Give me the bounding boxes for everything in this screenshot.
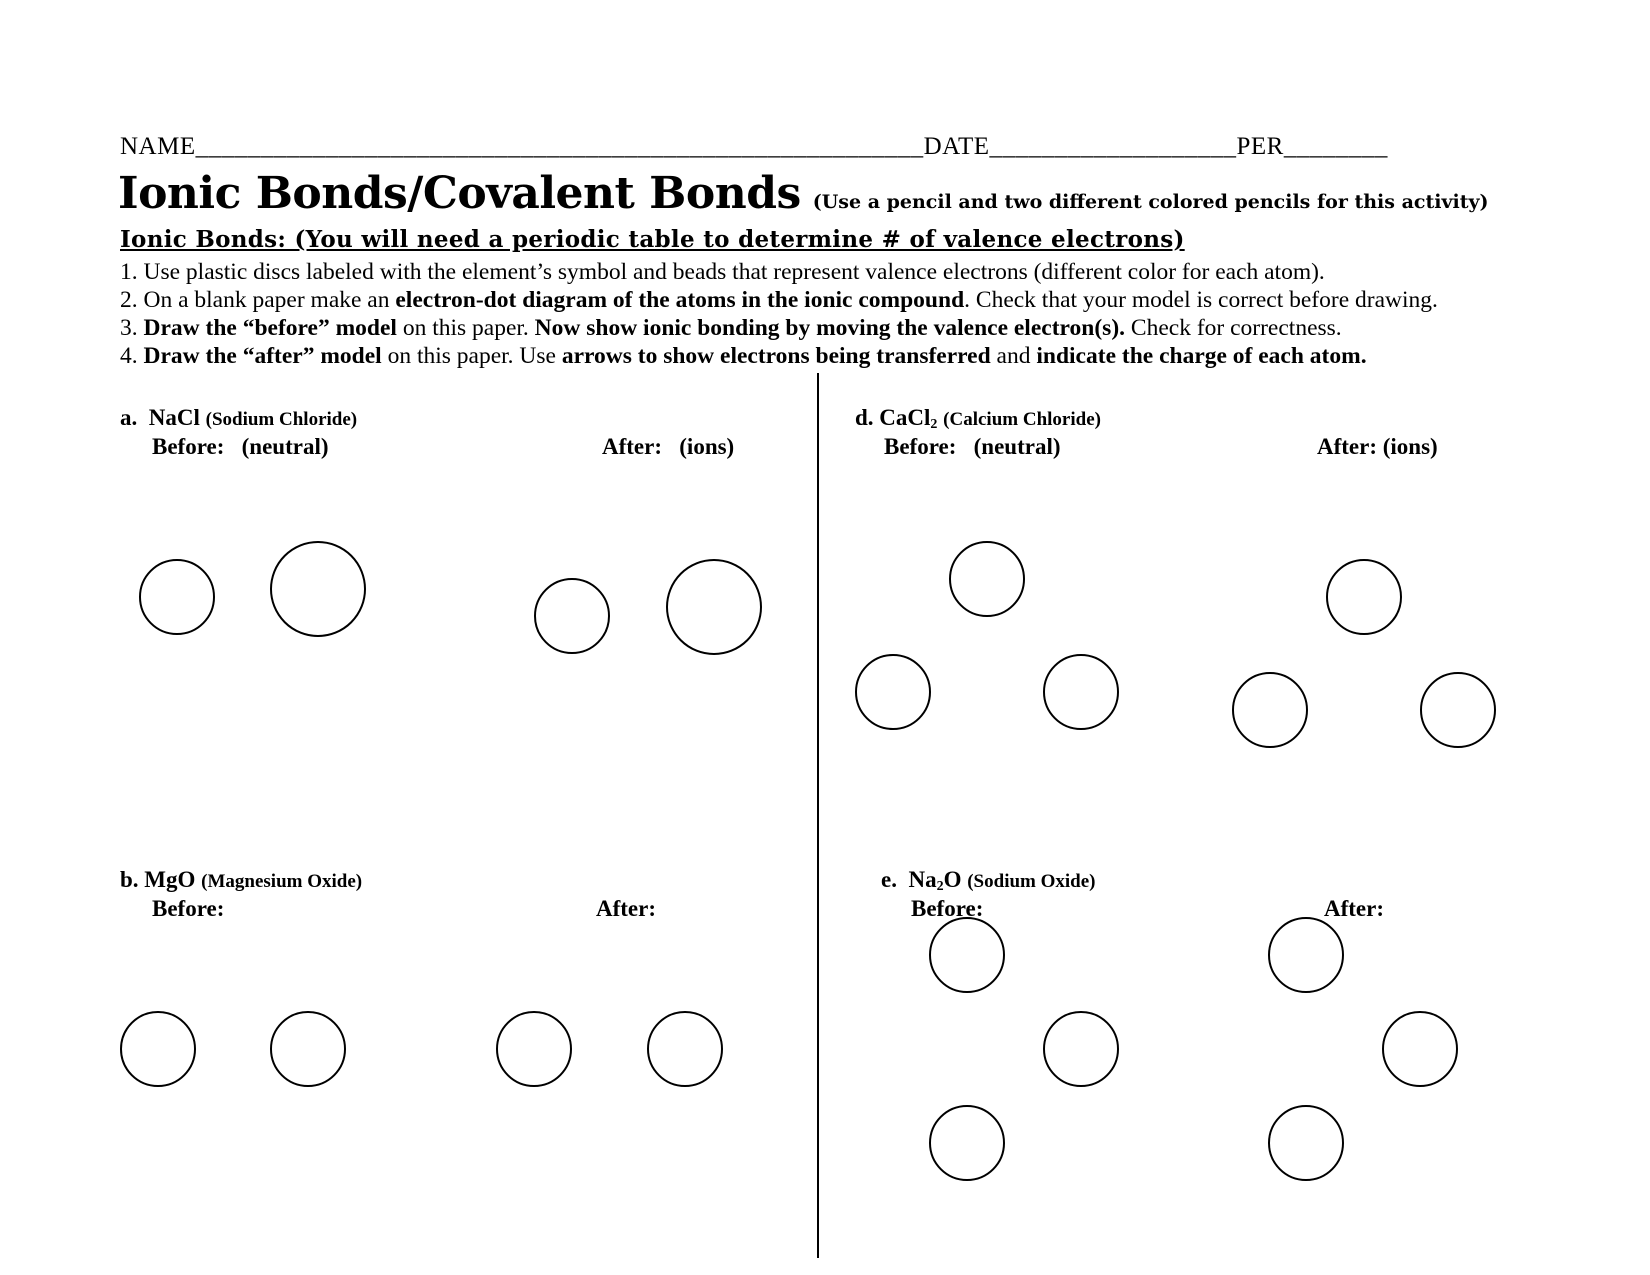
- atom-circle-b-before-2[interactable]: [270, 1011, 346, 1087]
- problem-a-after-label: After: (ions): [602, 434, 735, 459]
- atom-circle-b-before-1[interactable]: [120, 1011, 196, 1087]
- atom-circle-d-before-2[interactable]: [855, 654, 931, 730]
- instruction-emphasis: arrows to show electrons being transferred: [561, 343, 991, 369]
- atom-circle-e-before-1[interactable]: [929, 917, 1005, 993]
- date-label: DATE: [923, 133, 990, 160]
- instruction-text: . Check that your model is correct before drawing.: [964, 287, 1438, 313]
- problem-d-letter: d.: [855, 405, 874, 430]
- atom-circle-d-after-2[interactable]: [1232, 672, 1308, 748]
- problem-e-formula: $Na_2O$: [908, 867, 962, 894]
- instruction-line: [120, 342, 1438, 370]
- instruction-text: 1. Use plastic discs labeled with the element’s symbol and beads that represent valence electrons (different color for each atom).: [120, 259, 1325, 285]
- instruction-list: [120, 258, 1438, 370]
- per-field[interactable]: ________: [1283, 133, 1388, 160]
- atom-circle-a-before-cl[interactable]: [270, 541, 366, 637]
- section-subheading: Ionic Bonds: (You will need a periodic table to determine # of valence electrons): [120, 226, 1185, 253]
- problem-d-before-label: Before: (neutral): [884, 434, 1061, 459]
- instruction-line: [120, 314, 1438, 342]
- name-label: NAME: [120, 133, 196, 160]
- problem-a-letter: a.: [120, 405, 138, 430]
- atom-circle-a-after-cl[interactable]: [666, 559, 762, 655]
- problem-a-name: (Sodium Chloride): [205, 409, 358, 430]
- atom-circle-e-after-2[interactable]: [1382, 1011, 1458, 1087]
- problem-a-formula: NaCl: [148, 405, 200, 430]
- problem-d-heading: [855, 405, 1101, 431]
- page-title: [118, 168, 1489, 219]
- problem-b-letter: b.: [120, 867, 139, 892]
- instruction-text: on this paper.: [396, 315, 535, 341]
- instruction-emphasis: indicate the charge of each atom.: [1036, 343, 1367, 369]
- problem-a-heading: [120, 405, 357, 431]
- atom-circle-a-after-na[interactable]: [534, 578, 610, 654]
- per-label: PER: [1236, 133, 1284, 160]
- problem-e-heading: [881, 867, 1096, 893]
- instruction-text: Check for correctness.: [1125, 315, 1342, 341]
- instruction-text: 2. On a blank paper make an: [120, 287, 396, 313]
- atom-circle-e-before-2[interactable]: [1043, 1011, 1119, 1087]
- instruction-text: and: [990, 343, 1037, 369]
- instruction-line: [120, 258, 1438, 286]
- atom-circle-e-after-3[interactable]: [1268, 1105, 1344, 1181]
- title-note: (Use a pencil and two different colored pencils for this activity): [812, 191, 1489, 213]
- atom-circle-b-after-2[interactable]: [647, 1011, 723, 1087]
- atom-circle-e-after-1[interactable]: [1268, 917, 1344, 993]
- problem-d-after-label: After: (ions): [1317, 434, 1438, 459]
- instruction-text: 4.: [120, 343, 144, 369]
- instruction-emphasis: Now show ionic bonding by moving the valence electron(s).: [534, 315, 1126, 341]
- header-line: [120, 133, 1388, 161]
- problem-b-name: (Magnesium Oxide): [201, 871, 363, 892]
- date-field[interactable]: ___________________: [989, 133, 1237, 160]
- title-main: Ionic Bonds/Covalent Bonds: [118, 168, 801, 219]
- problem-a-before-state: (neutral): [241, 434, 329, 459]
- problem-b-formula: MgO: [144, 867, 196, 892]
- problem-d-before-state: (neutral): [973, 434, 1061, 459]
- instruction-line: [120, 286, 1438, 314]
- atom-circle-d-before-1[interactable]: [949, 541, 1025, 617]
- problem-e-after-label: After:: [1324, 896, 1385, 921]
- atom-circle-d-after-3[interactable]: [1420, 672, 1496, 748]
- instruction-emphasis: Draw the “after” model: [143, 343, 382, 369]
- problem-e-before-label: Before:: [911, 896, 984, 921]
- problem-d-name: (Calcium Chloride): [943, 409, 1101, 430]
- problem-d-formula: CaCl$_2$: [879, 405, 938, 432]
- atom-circle-d-before-3[interactable]: [1043, 654, 1119, 730]
- instruction-emphasis: electron-dot diagram of the atoms in the ionic compound: [395, 287, 965, 313]
- instruction-text: on this paper. Use: [381, 343, 562, 369]
- instruction-emphasis: Draw the “before” model: [143, 315, 397, 341]
- problem-b-heading: [120, 867, 362, 893]
- atom-circle-e-before-3[interactable]: [929, 1105, 1005, 1181]
- atom-circle-b-after-1[interactable]: [496, 1011, 572, 1087]
- problem-a-before-label: Before: (neutral): [152, 434, 329, 459]
- problem-e-name: (Sodium Oxide): [967, 871, 1096, 892]
- problem-b-after-label: After:: [596, 896, 657, 921]
- instructions: [120, 258, 1438, 370]
- problem-a-after-state: (ions): [679, 434, 735, 459]
- atom-circle-a-before-na[interactable]: [139, 559, 215, 635]
- atom-circle-d-after-1[interactable]: [1326, 559, 1402, 635]
- problem-b-before-label: Before:: [152, 896, 225, 921]
- name-field[interactable]: ________________________________________________________: [195, 133, 924, 160]
- problem-e-letter: e.: [881, 867, 897, 892]
- center-divider: [817, 373, 819, 1258]
- instruction-text: 3.: [120, 315, 144, 341]
